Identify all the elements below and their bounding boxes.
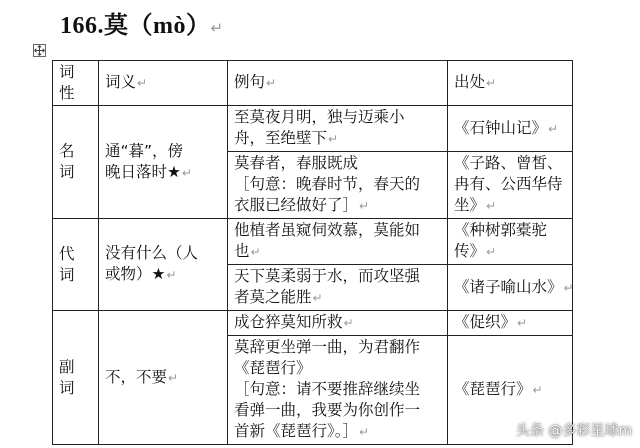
example-cell-last-line: 衣服已经做好了］↵	[234, 196, 370, 214]
example-cell-last-line: 首新《琵琶行》。］↵	[234, 422, 370, 440]
header-meaning: 词义↵	[99, 61, 228, 106]
source-cell-last-line: 《促织》↵	[454, 313, 528, 331]
table-row	[53, 311, 573, 336]
meaning-cell: 通“暮”，傍 晚日落时★↵	[99, 106, 228, 219]
meaning-cell	[99, 311, 228, 445]
word-class-cell: 名 词	[53, 106, 99, 219]
meaning-cell: 没有什么（人 或物）★↵	[99, 219, 228, 311]
word-class-cell: 代 词	[53, 219, 99, 311]
example-cell: 莫春者，春服既成 ［句意：晚春时节，春天的 衣服已经做好了］↵	[228, 152, 448, 219]
example-cell: 他植者虽窥伺效慕，莫能如 也↵	[228, 219, 448, 265]
source-cell: 《种树郭橐驼 传》↵	[448, 219, 573, 265]
example-cell: 至莫夜月明，独与迈乘小 舟，至绝壁下↵	[228, 106, 448, 152]
header-source: 出处↵	[448, 61, 573, 106]
example-cell	[228, 311, 448, 336]
word-class-cell: 副 词	[53, 311, 99, 445]
source-cell-last-line: 《石钟山记》↵	[454, 118, 559, 137]
table-row	[53, 219, 573, 265]
source-cell-last-line: 传》↵	[454, 242, 497, 260]
example-cell: 莫辞更坐弹一曲，为君翻作 《琵琶行》 ［句意：请不要推辞继续坐 看弹一曲，我要为你创作一 首新《琵琶行》。］↵	[228, 336, 448, 445]
dictionary-table	[52, 60, 573, 445]
meaning-cell-last-line: 或物）★↵	[105, 265, 177, 283]
meaning-cell-last-line: 不，不要↵	[105, 367, 179, 386]
header-example: 例句↵	[228, 61, 448, 106]
example-cell-last-line: 舟，至绝壁下↵	[234, 129, 339, 147]
example-cell-last-line: 者莫之能胜↵	[234, 288, 323, 306]
entry-title: 166.莫（mò）↵	[60, 13, 224, 39]
source-cell-last-line: 《诸子喻山水》↵	[454, 277, 574, 296]
table-row	[53, 106, 573, 152]
source-cell: 《子路、曾皙、 冉有、公西华侍 坐》↵	[448, 152, 573, 219]
example-cell-last-line: 也↵	[234, 242, 261, 260]
watermark: 头条 @多彩星球m	[515, 423, 632, 439]
source-cell	[448, 106, 573, 152]
meaning-cell-last-line: 晚日落时★↵	[105, 162, 192, 181]
source-cell-last-line: 《琵琶行》↵	[454, 380, 543, 398]
source-cell-last-line: 坐》↵	[454, 196, 497, 214]
table-move-handle-icon[interactable]	[33, 44, 46, 57]
header-row	[53, 61, 573, 106]
example-cell-last-line: 成仓猝莫知所救↵	[234, 313, 354, 331]
header-word-class: 词 性	[53, 61, 99, 106]
source-cell	[448, 265, 573, 311]
example-cell: 天下莫柔弱于水，而攻坚强 者莫之能胜↵	[228, 265, 448, 311]
source-cell	[448, 311, 573, 336]
